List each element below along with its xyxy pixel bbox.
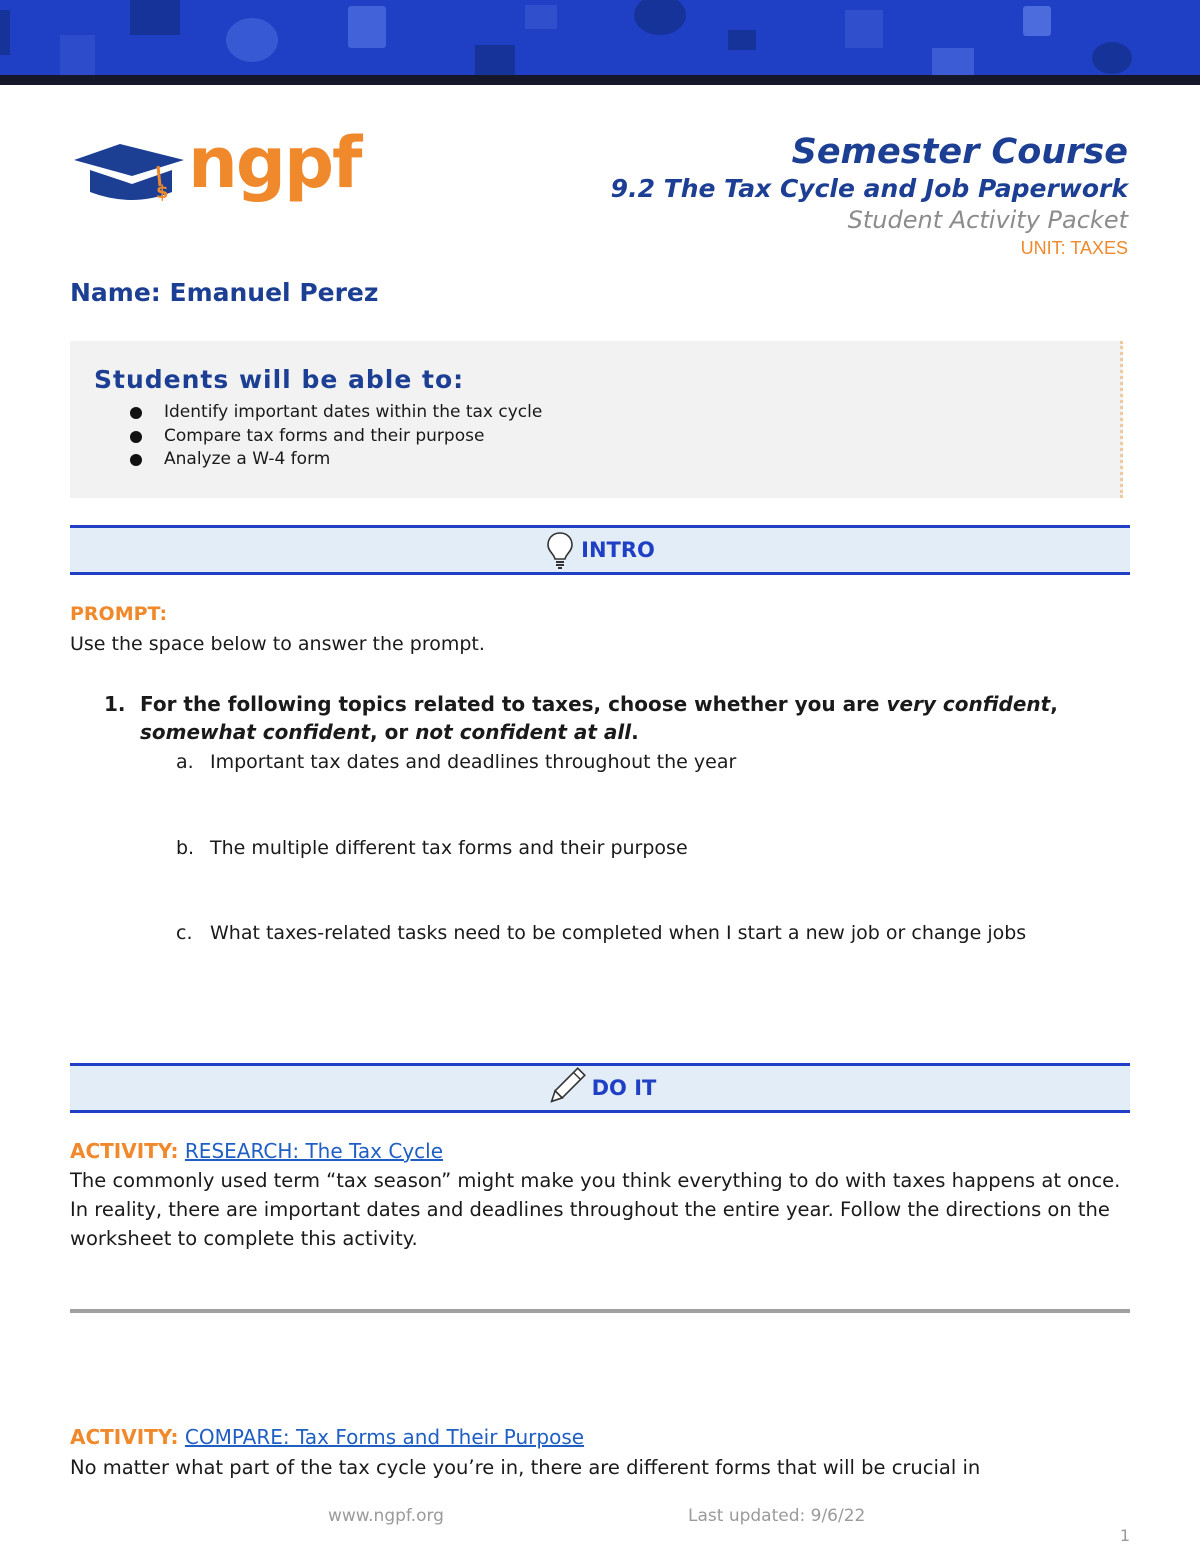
svg-text:$: $	[156, 182, 169, 203]
subitem-letter: a.	[176, 751, 194, 773]
activity-1-heading	[70, 1139, 443, 1163]
footer-updated: Last updated: 9/6/22	[688, 1506, 866, 1526]
question-separator: , or	[370, 720, 416, 744]
option-not-confident: not confident at all	[415, 720, 632, 744]
prompt-text: Use the space below to answer the prompt.	[70, 633, 485, 655]
objective-item: Analyze a W-4 form	[134, 448, 542, 472]
header-banner	[0, 0, 1200, 75]
pencil-icon	[544, 1067, 586, 1109]
subitem-letter: c.	[176, 922, 193, 944]
activity-label: ACTIVITY:	[70, 1139, 179, 1163]
lesson-title: 9.2 The Tax Cycle and Job Paperwork	[610, 174, 1128, 203]
activity-2-heading	[70, 1425, 584, 1449]
banner-pattern	[0, 0, 1200, 75]
student-name: Name: Emanuel Perez	[70, 278, 379, 307]
subitem-text: Important tax dates and deadlines throughout the year	[210, 751, 737, 773]
question-number: 1.	[104, 692, 126, 716]
question-separator: ,	[1050, 692, 1058, 716]
objective-item: Compare tax forms and their purpose	[134, 425, 542, 449]
course-title: Semester Course	[791, 132, 1128, 172]
option-somewhat-confident: somewhat confident	[140, 720, 371, 744]
activity-2-description: No matter what part of the tax cycle you’re in, there are different forms that will be crucial in	[70, 1456, 981, 1479]
objectives-list	[134, 401, 542, 472]
subitem-text: What taxes-related tasks need to be completed when I start a new job or change jobs	[210, 922, 1027, 944]
intro-label: INTRO	[581, 538, 655, 562]
objective-item: Identify important dates within the tax cycle	[134, 401, 542, 425]
lightbulb-icon	[545, 530, 575, 570]
graduation-cap-icon	[72, 140, 192, 220]
option-very-confident: very confident	[886, 692, 1051, 716]
intro-section-header	[70, 525, 1130, 575]
compare-tax-forms-link[interactable]: COMPARE: Tax Forms and Their Purpose	[184, 1425, 585, 1449]
objectives-title: Students will be able to:	[94, 365, 465, 394]
research-tax-cycle-link[interactable]: RESEARCH: The Tax Cycle	[184, 1139, 444, 1163]
subitem-text: The multiple different tax forms and their purpose	[210, 837, 688, 859]
packet-subtitle: Student Activity Packet	[847, 206, 1128, 234]
prompt-label: PROMPT:	[70, 603, 168, 625]
subitem-b	[176, 833, 1106, 863]
subitem-letter: b.	[176, 837, 195, 859]
objectives-box	[70, 341, 1123, 498]
footer-website[interactable]: www.ngpf.org	[328, 1506, 444, 1526]
banner-divider	[0, 75, 1200, 85]
page-number: 1	[1119, 1526, 1130, 1545]
question-end: .	[631, 720, 639, 744]
divider	[70, 1309, 1130, 1313]
question-text: For the following topics related to taxes, choose whether you are	[140, 692, 887, 716]
doit-section-header	[70, 1063, 1130, 1113]
activity-1-description: The commonly used term “tax season” might make you think everything to do with taxes happens at once. In reality, there are important dates and deadlines throughout the entire year. Follow the directions on the worksheet to complete this activity.	[70, 1169, 1121, 1250]
activity-label: ACTIVITY:	[70, 1425, 179, 1449]
doit-label: DO IT	[591, 1076, 657, 1100]
question-1	[104, 690, 1064, 746]
logo-text: ngpf	[188, 122, 361, 204]
subitem-c	[176, 918, 1106, 948]
unit-label: UNIT: TAXES	[1020, 238, 1128, 258]
subitem-a	[176, 747, 1106, 777]
